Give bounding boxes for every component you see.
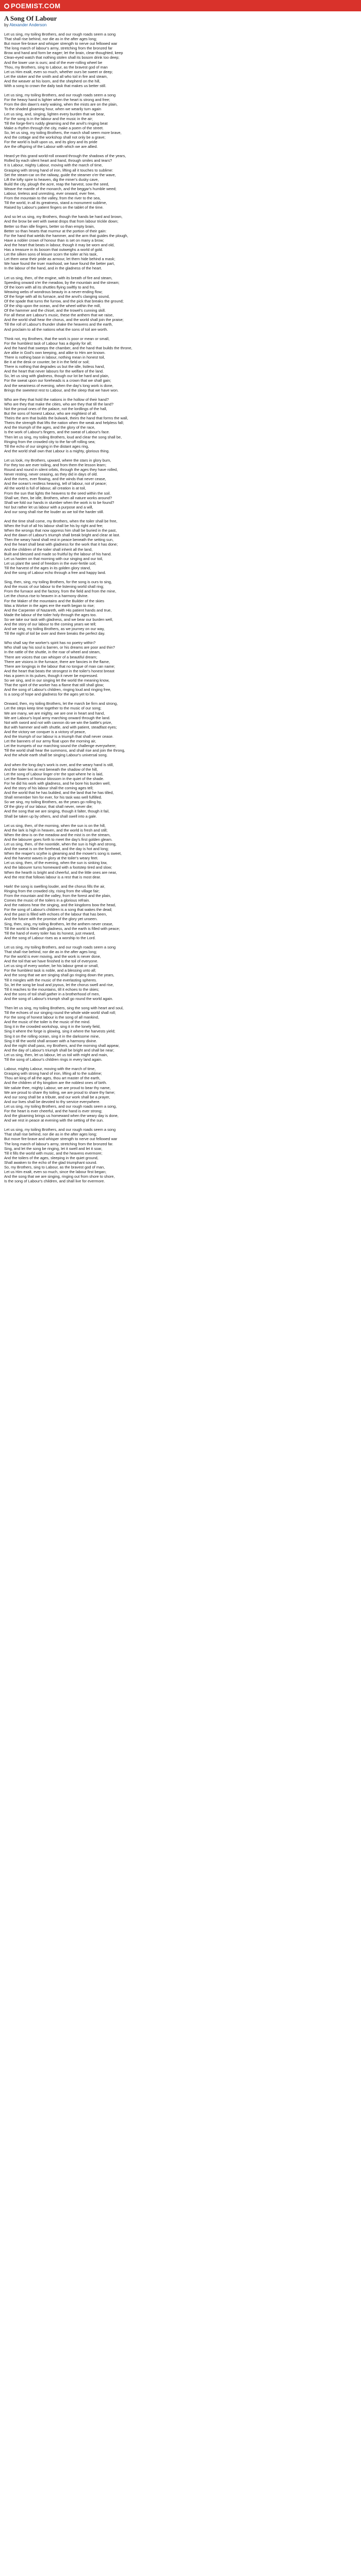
poem-line: For the sweat upon our foreheads is a crown that we shall gain; <box>4 378 111 383</box>
poem-line: Let us plant the seed of freedom in the ever-fertile soil; <box>4 561 96 566</box>
poem-line: Sing, and let the song be ringing, let it swell and let it soar, <box>4 1146 103 1151</box>
poem-line: Of the loom with all its shuttles flying swiftly to and fro, <box>4 284 95 290</box>
poem-line: But the sons of honest Labour, who are mightiest of all. <box>4 411 97 416</box>
poem-line: Has a treasure in its bosom that outweighs a world of gold. <box>4 247 103 252</box>
poem-line: So, my Brothers, sing to Labour, as the bravest god of man, <box>4 1165 105 1170</box>
stanza <box>4 762 357 819</box>
poem-line: Hark! the song is swelling louder, and the chorus fills the air, <box>4 884 105 889</box>
poem-line: Who are they that make the cities, who are they that till the land? <box>4 401 113 406</box>
poem-line: For the song is in the labour and the music in the air; <box>4 116 93 121</box>
poem-line: Let the song of Labour linger o'er the spot where he is laid, <box>4 771 104 776</box>
stanza <box>4 640 357 697</box>
poem-line: Never resting, never ceasing, as they did in days of old. <box>4 472 98 477</box>
poem-line: Think not, my Brothers, that the work is poor or mean or small, <box>4 336 110 341</box>
poem-line: So, let us sing, my toiling Brothers, the march shall seem more brave, <box>4 130 122 135</box>
poem-line: And the lower use is ours; and of the ever-rolling wheel be <box>4 60 103 65</box>
poem-line: Sing it till the world shall answer with a harmony divine. <box>4 1038 97 1043</box>
stanza <box>4 93 357 149</box>
poem-line: And the time shall come, my Brothers, when the toiler shall be free, <box>4 519 118 523</box>
poem-line: Ringing from the crowded city, rising from the village fair; <box>4 888 100 893</box>
poem-line: Comes the music of the toilers in a glorious refrain. <box>4 898 90 903</box>
poem-line: And the world that he has builded, and the land that he has tilled, <box>4 790 114 795</box>
site-header <box>0 0 361 11</box>
poem-line: Heard ye this grand world-roll onward through the shadows of the years, <box>4 154 126 159</box>
poem-line: Let the chorus rise to heaven in a harmony divine. <box>4 594 89 599</box>
stanza <box>4 580 357 636</box>
poem-line: And the children of thy kingdom are the noblest ones of birth. <box>4 1080 107 1086</box>
poem-line: And we sing, my toiling Brothers, as we journey on our way, <box>4 626 105 632</box>
site-logo[interactable] <box>4 2 61 10</box>
stanza <box>4 32 357 88</box>
poem-line: And our song shall rise the louder as we toil the harder still. <box>4 509 104 514</box>
poem-line: Let us sing, then, of the noontide, when the sun is high and strong, <box>4 842 117 846</box>
poem-title: A Song Of Labour <box>4 14 57 22</box>
poem-line: Till the world, in all its greatness, stand a monument sublime, <box>4 200 107 206</box>
stanza <box>4 336 357 393</box>
poem-line: It is Labour, mighty Labour, moving with the march of time, <box>4 163 103 168</box>
poem-line: Of the forge with all its furnace, and the anvil's clanging sound, <box>4 294 110 299</box>
logo-text: POEMIST.COM <box>11 2 61 10</box>
poem-line: There is nothing that degrades us but the idle, listless hand, <box>4 364 105 369</box>
poem-line: Sing it where the forge is glowing, sing it where the harvests yield; <box>4 1029 116 1034</box>
poem-line: Is the song of Labour's children, and shall live for evermore. <box>4 1179 105 1184</box>
poem-line: And the song of Labour rises as a worship to the Lord. <box>4 935 96 940</box>
poem-line: And the hand that sweeps the chamber, and the hand that builds the throne, <box>4 345 133 350</box>
poem-line: Till it mingles with the music of the everlasting spheres. <box>4 977 97 982</box>
poem-line: And the triumph of our labour is a triumph that shall never cease. <box>4 734 113 739</box>
poem-line: When the fruit of all his labour shall be his by right and fee; <box>4 523 103 529</box>
stanza <box>4 1127 357 1183</box>
poem-line: Of the glory of our labour, that shall never, never die; <box>4 804 93 809</box>
poem-line: Let us sing, my toiling Brothers, and our rough roads seem a song <box>4 944 116 950</box>
poem-line: For the world is built upon us, and its glory and its pride <box>4 140 97 145</box>
poem-line: Are alike in God's own keeping, and alike to Him are known. <box>4 350 106 355</box>
stanza <box>4 154 357 210</box>
poem-line: Then let us sing, my toiling Brothers, sing the song with heart and soul, <box>4 1006 124 1010</box>
poem-line: There are visions in the furnace, there are fancies in the flame, <box>4 659 110 664</box>
poem-line: And our song shall be a tribute, and our work shall be a prayer, <box>4 1094 110 1099</box>
poem-line: And proclaim to all the nations what the sons of toil are worth. <box>4 327 108 332</box>
poem-line: Then the weary hand shall rest in peace beneath the setting sun, <box>4 537 114 543</box>
poem-line: No! but rather let us labour with a purpose and a will, <box>4 504 93 510</box>
poem-line: We are many, we are mighty, we are one in heart and hand, <box>4 710 105 716</box>
logo-icon <box>4 4 9 9</box>
poem-line: We are proud to share thy toiling, we are proud to share thy fame; <box>4 1090 116 1095</box>
poem-line: Theirs the arm that builds the bulwark, theirs the hand that forms the wall, <box>4 416 128 421</box>
stanza <box>4 701 357 757</box>
poem-line: Of the hammer and the chisel, and the trowel's cunning skill. <box>4 308 106 313</box>
poem-line: For the song of Labour's children is a song that wakes the dead; <box>4 907 112 912</box>
poem-line: And the harvest waves in glory at the toiler's weary feet. <box>4 856 99 861</box>
poem-line: When the hearth is bright and cheerful, and the little ones are near, <box>4 870 117 875</box>
poem-line: And the song of Labour echo through a free and happy land. <box>4 570 106 575</box>
poem-line: And the weariness of evening, when the day's long work is done, <box>4 383 113 388</box>
stanza <box>4 397 357 453</box>
poem-line: Onward, then, my toiling Brothers, let the march be firm and strong, <box>4 701 118 706</box>
poem-line: For the humblest task of Labour has a dignity for all; <box>4 341 92 346</box>
poem-container <box>0 11 361 1209</box>
poem-line: To the shaded gloaming hour, when we wearily turn again <box>4 107 102 112</box>
poem-line: Who are they that hold the nations in the hollow of their hand? <box>4 397 109 402</box>
stanza <box>4 276 357 332</box>
poem-line: For the hand that wields the hammer, and the arm that guides the plough, <box>4 233 128 238</box>
poem-line: Set the steam-car on the railway, guide the steamer o'er the wave, <box>4 172 116 177</box>
poem-line: Labour, tireless and unresting, ever onward, ever free, <box>4 191 96 196</box>
poem-line: And the ocean's restless heaving, tell of labour, not of peace; <box>4 481 107 486</box>
poem-line: For he did his work with gladness, and he bore his burden well, <box>4 781 111 786</box>
poem-line: Let us sing of every worker, be his labour great or small, <box>4 963 99 969</box>
poem-line: Till the forge-fire's ruddy gleaming and the anvil's ringing beat <box>4 121 108 126</box>
poem-line: The long march of labour's army, stretching from the bronzed far <box>4 46 112 51</box>
poem-line: From the mountain and the valley, from the forest and the plain, <box>4 893 111 898</box>
poem-line: Raised by Labour's patient fingers on the tablet of the time. <box>4 205 104 210</box>
poem-line: Sing, then, sing, my toiling Brothers, for the song is ours to sing, <box>4 580 112 585</box>
poem-line: For the humblest task is noble, and a blessing unto all; <box>4 968 96 973</box>
poem-line: Make a rhythm through the city, make a poem of the street. <box>4 125 104 130</box>
poem-line: And the night shall pass, my Brothers, and the morning shall appear, <box>4 1043 120 1048</box>
poem-line: Till the world shall hear the summons, and shall rise and join the throng, <box>4 748 125 753</box>
poem-line: There are voices that can whisper of a beautiful dream; <box>4 654 97 659</box>
poem-line: And the victory we conquer is a victory of peace, <box>4 729 86 734</box>
poem-line: Has a poem in its pulses, though it never be expressed. <box>4 673 98 678</box>
poem-line: From the dim dawn's early waking, when the mists are on the plain, <box>4 102 118 107</box>
poem-line: And the brow be wet with sweat drops that from labour trickle down; <box>4 219 119 224</box>
poem-line: For the heavy hand is lighter when the heart is strong and free; <box>4 97 110 103</box>
poem-line: And the cottage and the workshop shall not only be a grave; <box>4 134 106 140</box>
poem-line: Are the offspring of the Labour with which we are allied. <box>4 144 98 149</box>
poem-line: And the triumph of the ages, and the glory of the race, <box>4 425 95 430</box>
poem-line: Let us sing, my toiling Brothers, and our rough roads seem a song <box>4 93 116 98</box>
poem-line: All the world is full of labour, all creation is at toil, <box>4 486 86 491</box>
poem-line: From the sun that lights the heavens to the seed within the soil. <box>4 490 111 496</box>
poem-line: Brow and hand and form be eager; let the brain, clear-thoughted, keep <box>4 50 123 56</box>
poem-line: And the toil that we have finished is the toil of everyone. <box>4 959 99 964</box>
poem-line: And the rivers, ever flowing, and the winds that never cease, <box>4 477 106 482</box>
poem-line: And our lives shall be devoted to thy service everywhere. <box>4 1099 101 1104</box>
poem-line: Better so than idle fingers, better so than empty brain, <box>4 224 95 229</box>
poem-line: And the song of Labour's triumph shall go round the world again. <box>4 996 113 1001</box>
poem-line: And the past is filled with echoes of the labour that has been, <box>4 912 107 917</box>
poem-line: Rolled by each silent heart and hand, through smiles and tears? <box>4 158 112 163</box>
poem-line: Let us sing, my toiling Brothers, and our rough roads seem a song <box>4 1127 116 1132</box>
poem-line: And the song that we are singing shall go ringing down the years, <box>4 973 114 978</box>
poem-line: Then let us sing, my toiling Brothers, loud and clear the song shall be, <box>4 434 122 439</box>
poem-line: Let us look, my Brothers, upward, where the stars in glory burn, <box>4 457 111 463</box>
poem-line: Let the trumpets of our marching sound the challenge everywhere; <box>4 743 117 749</box>
stanza <box>4 884 357 940</box>
poem-line: Be it at the desk or counter, be it in the field or soil; <box>4 360 90 365</box>
poem-line: Not with sword and not with cannon do we win the battle's prize, <box>4 720 112 725</box>
poem-line: Let the steps keep time together to the music of our song; <box>4 706 102 711</box>
poem-line: And the song that we are singing, ringing out from shore to shore, <box>4 1174 115 1179</box>
stanza <box>4 1006 357 1062</box>
poem-line: Till the harvest of the ages in its golden glory stand, <box>4 565 91 570</box>
poem-line: Round and round in silent orbits, through the ages they have rolled, <box>4 467 118 472</box>
poem-line: Sing, then, sing, my toiling Brothers, let the anthem never cease, <box>4 921 113 926</box>
poem-line: And the labourer goes forth to meet the day's first golden gleam. <box>4 837 113 842</box>
poem-line: That shall rise behind, nor die as in the after ages long; <box>4 949 97 954</box>
poem-line: And the dawn of Labour's triumph shall break bright and clear at last. <box>4 533 120 538</box>
stanza <box>4 214 357 270</box>
poem-line: Lift the lofty spire to heaven, dig the miner's dusky cave, <box>4 177 99 182</box>
poem-line: For they too are ever toiling, and from them the lesson learn; <box>4 462 107 467</box>
poem-line: In the rattle of the shuttle, in the roar of wheel and steam, <box>4 650 101 655</box>
poem-line: And the toiler lies at rest beneath the shadow of the hill, <box>4 767 98 772</box>
poem-line: For the Maker of the mountains and the Builder of the skies <box>4 598 104 603</box>
poem-line: Theirs the strength that lifts the nation when the weak and helpless fall; <box>4 420 124 426</box>
poem-line: But move fire-brave and whisper strength to nerve out fellowed war <box>4 41 118 46</box>
poem-line: And the song of Labour's children, ringing loud and ringing free, <box>4 687 111 692</box>
poem-line: So, let us sing with gladness, though our lot be hard and plain, <box>4 374 109 379</box>
poem-line: We are Labour's loyal army marching onward through the land. <box>4 715 110 720</box>
poem-line: Till it fills the world with music, and the heavens evermore; <box>4 1150 103 1156</box>
author-link[interactable]: Alexander Anderson <box>9 23 47 27</box>
poem-line: And the weaver at his loom, and the shepherd on the hill, <box>4 78 101 83</box>
poem-line: Built and blessed and made so fruitful by the labour of his hand. <box>4 551 112 556</box>
stanza <box>4 1066 357 1123</box>
poem-line: So we sing, and in our singing let the world the meaning know, <box>4 678 110 683</box>
poem-line: Till the hand of every toiler has its honest, just reward, <box>4 930 95 936</box>
stanza <box>4 823 357 879</box>
poem-line: Is a song of hope and gladness for the ages yet to be. <box>4 692 95 697</box>
poem-body <box>4 32 357 1183</box>
poem-line: And the children of the toiler shall inherit all the land, <box>4 547 93 552</box>
poem-line: We salute thee, mighty Labour, we are proud to bear thy name, <box>4 1085 111 1090</box>
poem-line: And the rest that follows labour is a rest that is most dear. <box>4 874 101 879</box>
poem-line: Have a nobler crown of honour than is set on many a brow; <box>4 238 104 243</box>
poem-line: Build the city, plough the acre, reap the harvest, sow the seed, <box>4 181 109 187</box>
poem-line: Clean-eyed watch that nothing stolen shall its bosom drink too deep; <box>4 55 120 60</box>
stanza <box>4 519 357 575</box>
poem-line: Till the night of toil be over and there breaks the perfect day. <box>4 631 105 636</box>
poem-line: Let us Him exalt, even so much, since the labour first began; <box>4 1170 107 1175</box>
poem-line: The long march of labour's army, stretching from the bronzed far. <box>4 1141 113 1146</box>
poem-line: And the story of his labour shall the coming ages tell; <box>4 785 93 790</box>
poem-line: That shall rise behind, nor die as in the after ages long; <box>4 37 97 42</box>
poem-line: Grasping with strong hand of iron, lifting all it touches to sublime: <box>4 167 113 173</box>
poem-line: Till the song of Labour's children rings in every land again. <box>4 1057 103 1062</box>
stanza <box>4 945 357 1001</box>
poem-line: Till the echo of our singing in the distant ages ring, <box>4 444 89 449</box>
poem-line: And the gloaming brings us homeward when the weary day is done, <box>4 1113 119 1118</box>
poem-line: For the heart is ever cheerful, and the hand is ever strong; <box>4 1108 103 1113</box>
poem-line: Better so than hearts that murmur at the portion of their gain: <box>4 228 107 233</box>
poem-line: There are longings in the labour that no tongue of man can name; <box>4 664 115 669</box>
poem-line: When the reaper's scythe is gleaming and the mower's song is sweet, <box>4 851 122 856</box>
poem-line: And the music of our labour to the listening world shall ring; <box>4 584 104 589</box>
poem-line: That the spirit of the worker has a flame that still shall glow; <box>4 683 104 688</box>
poem-line: And the heart that never labours for the welfare of the land. <box>4 369 104 374</box>
poem-line: Was a Worker in the ages ere the earth began to rise; <box>4 603 95 608</box>
poem-line: For the song of honest labour is the song of all mankind, <box>4 1015 100 1020</box>
poem-line: And the day of Labour's triumph shall be bright and shall be near; <box>4 1047 114 1053</box>
poem-line: Grasping with strong hand of iron, lifting all to the sublime; <box>4 1071 102 1076</box>
poem-line: Till the echoes of our singing round the whole wide world shall roll; <box>4 1010 116 1015</box>
poem-line: And the nations hear the singing, and the kingdoms bow the head, <box>4 903 116 908</box>
poem-line: Weaving webs of wondrous beauty in a never-ending flow; <box>4 289 103 294</box>
poem-line: And we rest in peace at evening with the setting of the sun. <box>4 1118 104 1123</box>
poem-line: Ringing from the crowded city to the far-off rolling sea; <box>4 439 95 444</box>
poem-line: Let us Him exalt, even so much, whether ours be sweet or deep; <box>4 69 113 74</box>
poem-line: Weave the mantle of the monarch, and the beggar's humble weed; <box>4 186 117 191</box>
poem-line: Who shall say the worker's spirit has no poetry within? <box>4 640 96 646</box>
poem-line: For the world is ever moving, and the work is never done, <box>4 954 101 959</box>
poem-line: And the world shall hear the chorus, and the world shall join the praise; <box>4 317 124 323</box>
poem-line: Shall we fold our hands in slumber when the work is to be found? <box>4 500 114 505</box>
poem-line: But move fire-brave and whisper strength to nerve out fellowed war <box>4 1137 118 1142</box>
poem-line: And the heart that beats the strongest in the toiler's honest breast <box>4 668 114 673</box>
poem-line: Let us sing, then, let us labour, let us toil with might and main, <box>4 1052 108 1057</box>
poem-line: And so let us sing, my Brothers, though the hands be hard and brown, <box>4 214 123 219</box>
poem-line: Of the spade that turns the furrow, and the pick that breaks the ground; <box>4 298 124 303</box>
poem-line: Let us sing, my toiling Brothers, and our rough roads seem a song <box>4 32 116 37</box>
poem-line: Till the world is filled with gladness, and the earth is filled with peace; <box>4 926 120 931</box>
page-bottom-spacer <box>4 1188 357 1209</box>
poem-line: And when the long day's work is over, and the weary hand is still, <box>4 762 114 767</box>
poem-line: There is nothing base in labour, nothing mean in honest toil, <box>4 355 105 360</box>
poem-line: And the toilers of the ages, sleeping in the quiet ground, <box>4 1155 99 1160</box>
poem-line: Let us hasten on that morning with our singing and our toil, <box>4 556 103 561</box>
poem-line: When the dew is on the meadow and the mist is on the stream, <box>4 832 111 837</box>
poem-line: Let us sing, and, singing, lighten every burden that we bear, <box>4 111 105 116</box>
poem-line: For all these are Labour's music, these the anthem that we raise, <box>4 313 114 318</box>
poem-line: And the song that we are singing, though it falter, though it fail, <box>4 809 110 814</box>
poem-line: That shall rise behind, nor die as in the after ages long; <box>4 1132 97 1137</box>
poem-line: And the story of our labour to the coming years we tell; <box>4 621 96 626</box>
poem-line: Brings the sweetest rest to Labour, and the sleep that we have won. <box>4 387 119 393</box>
poem-line: So we sing, my toiling Brothers, as the years go rolling by, <box>4 800 102 805</box>
poem-line: And the sweat is on the forehead, and the day is hot and long; <box>4 846 109 852</box>
poem-line: Let the banners of our army float upon the morning air, <box>4 739 96 744</box>
poem-line: From the mountain to the valley, from the river to the sea, <box>4 196 101 201</box>
poem-line: And the Carpenter of Nazareth, with His patient hands and true, <box>4 607 112 613</box>
poem-line: In the labour of the hand, and in the gladness of the heart. <box>4 266 102 271</box>
poem-line: Till the roll of Labour's thunder shake the heavens and the earth, <box>4 322 113 327</box>
poem-line: When the wrongs that now oppress him shall be buried in the past, <box>4 528 117 533</box>
poem-line: And the lark is high in heaven, and the world is fresh and still; <box>4 827 108 833</box>
poem-line: Let the stoker and the smith and all who toil in fire and steam, <box>4 74 108 79</box>
poem-line: And the sons of toil shall gather in a brotherhood of men, <box>4 991 100 996</box>
poem-line: From the furnace and the factory, from the field and from the mine, <box>4 589 117 594</box>
poem-line: Let the silken sons of leisure scorn the toiler at his task, <box>4 252 98 257</box>
poem-line: With a song to crown the daily task that makes us better still. <box>4 83 106 89</box>
poem-line: Let us sing, then, of the evening, when the sun is sinking low, <box>4 860 108 866</box>
poem-line: Of the ship upon the ocean, and the wheel within the mill, <box>4 303 101 309</box>
poem-line: And the labourer turns homeward with a footstep tired and slow; <box>4 865 112 870</box>
poem-line: But with hammer and with shuttle, and with patient, steadfast eyes; <box>4 724 117 730</box>
poem-line: Shall we, then, be idle, Brothers, when all nature works around? <box>4 495 112 500</box>
poem-line: Labour, mighty Labour, moving with the march of time, <box>4 1066 96 1072</box>
stanza <box>4 458 357 514</box>
poem-line: And the world shall own that Labour is a mighty, glorious thing. <box>4 448 110 453</box>
poem-line: We have found the truer manhood, we have found the better part, <box>4 261 115 266</box>
poem-line: And the heart shall beat with gladness for the work that it has done; <box>4 542 118 547</box>
poem-line: Sing it on the rolling ocean, sing it in the darksome mine, <box>4 1033 100 1039</box>
poem-line: Thou art king of all the ages, thou art master of the earth, <box>4 1076 101 1081</box>
poem-line: Let us sing, my toiling Brothers, and our rough roads seem a song, <box>4 1104 117 1109</box>
poem-line: And the future with the promise of the glory yet unseen. <box>4 917 98 922</box>
poem-line: Let us sing, then, of the morning, when the sun is on the hill, <box>4 823 106 828</box>
poem-line: So, let the song be loud and joyous, let the chorus swell and rise, <box>4 982 114 987</box>
poem-line: Shall awaken to the echo of the glad triumphant sound. <box>4 1160 97 1165</box>
poem-line: Speeding onward o'er the meadow, by the mountain and the stream; <box>4 280 120 285</box>
poem-line: Let them wear their pride as armour, let them hide behind a mask; <box>4 257 116 262</box>
poem-line: Shall remember him for ever, for his task was well fulfilled. <box>4 795 102 800</box>
poem-line: Made the labour of the toiler holy through the ages too. <box>4 612 97 617</box>
poem-byline <box>4 23 357 28</box>
poem-line: Let the flowers of honour blossom in the quiet of the shade. <box>4 776 104 781</box>
poem-line: Not the proud ones of the palace, not the lordlings of the hall, <box>4 406 107 411</box>
poem-line: And the whole earth shall be singing Labour's universal song. <box>4 753 108 758</box>
poem-line: Who shall say his soul is barren, or his dreams are poor and thin? <box>4 645 115 650</box>
poem-line: And the heart that beats in labour, though it may be worn and old, <box>4 242 115 247</box>
poem-line: Let us sing, then, of the engine, with its breath of fire and steam, <box>4 275 112 280</box>
poem-line: Thou, my Brothers, sing to Labour, as the bravest god of man <box>4 64 108 70</box>
byline-prefix: by <box>4 23 10 27</box>
poem-line: Till it reaches to the mountains, till it echoes to the skies; <box>4 987 100 992</box>
poem-line: Shall be taken up by others, and shall swell into a gale. <box>4 814 97 819</box>
poem-line: So we take our task with gladness, and we bear our burden well, <box>4 617 113 622</box>
poem-line: And the music of the toiler is the music of the mind. <box>4 1020 91 1025</box>
poem-line: Is the work of Labour's fingers, and the sweat of Labour's face. <box>4 430 110 435</box>
poem-line: Sing it in the crowded workshop, sing it in the lonely field, <box>4 1024 101 1029</box>
